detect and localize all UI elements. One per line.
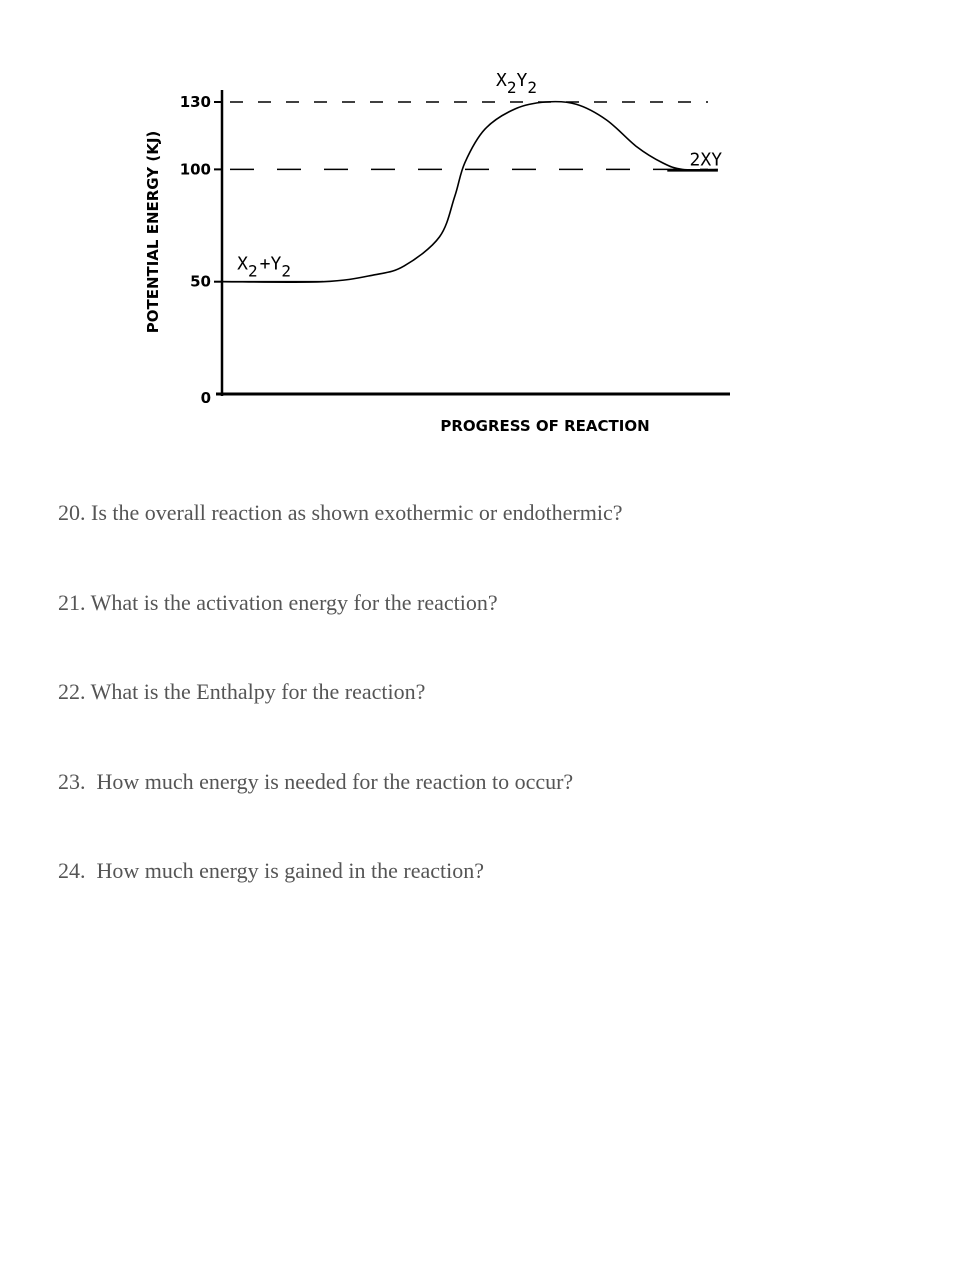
y-tick-label-0: 0 [200,389,211,407]
question-24: 24. How much energy is gained in the reaction? [58,858,485,883]
question-21: 21. What is the activation energy for the reaction? [58,589,498,615]
label-activated-complex: X2Y2 [496,70,538,97]
y-tick-label-130: 130 [179,93,211,111]
question-23: 23. How much energy is needed for the reaction to occur? [58,768,574,794]
y-tick-label-100: 100 [179,160,211,179]
label-reactants: X2 +Y2 [237,253,291,281]
label-products: 2XY [689,149,723,171]
y-tick-label-50: 50 [190,272,211,291]
question-list [58,498,918,946]
question-22: 22. What is the Enthalpy for the reaction? [58,679,426,704]
energy-curve [222,102,718,283]
energy-diagram [0,0,979,470]
question-20: 20. Is the overall reaction as shown exothermic or endothermic? [58,500,623,525]
y-axis-title: POTENTIAL ENERGY (KJ) [144,130,162,334]
x-axis-title: PROGRESS OF REACTION [440,417,650,435]
